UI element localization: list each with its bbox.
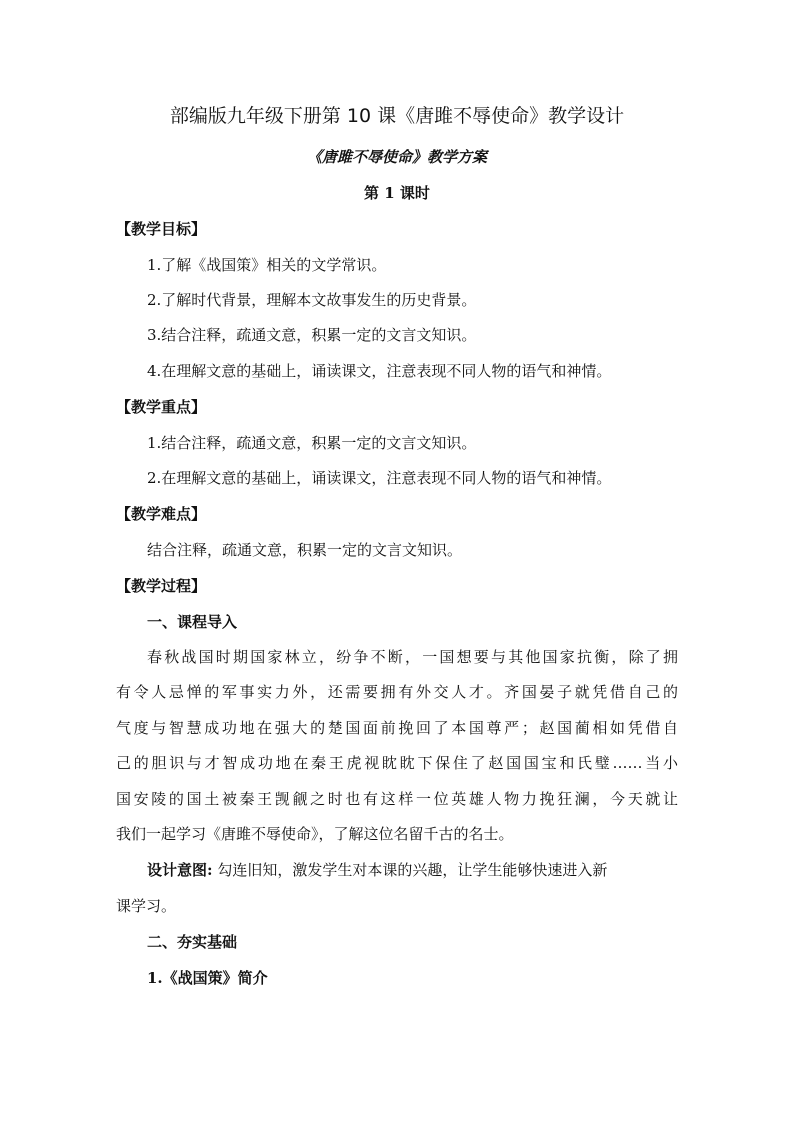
- goal-item: 1.了解《战国策》相关的文学常识。: [147, 256, 387, 274]
- goal-item: 3.结合注释，疏通文意，积累一定的文言文知识。: [147, 326, 477, 344]
- intro-paragraph-line: 己的胆识与才智成功地在秦王虎视眈眈下保住了赵国国宝和氏璧……当小: [116, 754, 678, 772]
- intro-paragraph-line: 春秋战国时期国家林立，纷争不断，一国想要与其他国家抗衡，除了拥: [147, 648, 678, 666]
- key-point-item: 2.在理解文意的基础上，诵读课文，注意表现不同人物的语气和神情。: [147, 469, 612, 487]
- goal-item: 4.在理解文意的基础上，诵读课文，注意表现不同人物的语气和神情。: [147, 362, 612, 380]
- goal-item: 2.了解时代背景，理解本文故事发生的历史背景。: [147, 291, 477, 309]
- intro-paragraph-line: 我们一起学习《唐雎不辱使命》，了解这位名留千古的名士。: [116, 825, 514, 843]
- document-subtitle: 《唐雎不辱使命》教学方案: [306, 148, 487, 166]
- goals-heading: 【教学目标】: [116, 220, 207, 238]
- intro-paragraph-line: 气度与智慧成功地在强大的楚国面前挽回了本国尊严；赵国蔺相如凭借自: [116, 719, 678, 737]
- document-title: 部编版九年级下册第 10 课《唐雎不辱使命》教学设计: [169, 105, 625, 127]
- process-heading: 【教学过程】: [116, 577, 207, 595]
- subsection-heading: 1.《战国策》简介: [147, 969, 268, 987]
- difficulty-item: 结合注释，疏通文意，积累一定的文言文知识。: [147, 541, 463, 559]
- section-basics-heading: 二、夯实基础: [147, 933, 238, 951]
- intro-paragraph-line: 有令人忌惮的军事实力外，还需要拥有外交人才。齐国晏子就凭借自己的: [116, 683, 678, 701]
- intro-paragraph-line: 国安陵的国土被秦王觊觎之时也有这样一位英雄人物力挽狂澜，今天就让: [116, 790, 678, 808]
- design-intent-line: [147, 861, 678, 879]
- key-point-item: 1.结合注释，疏通文意，积累一定的文言文知识。: [147, 434, 477, 452]
- lesson-period: 第 1 课时: [364, 184, 430, 202]
- design-intent-text: 勾连旧知，激发学生对本课的兴趣，让学生能够快速进入新: [212, 861, 608, 879]
- design-intent-label: 设计意图:: [147, 861, 213, 879]
- key-points-heading: 【教学重点】: [116, 398, 207, 416]
- design-intent-line: 课学习。: [116, 897, 177, 915]
- section-intro-heading: 一、课程导入: [147, 613, 238, 631]
- difficulties-heading: 【教学难点】: [116, 505, 207, 523]
